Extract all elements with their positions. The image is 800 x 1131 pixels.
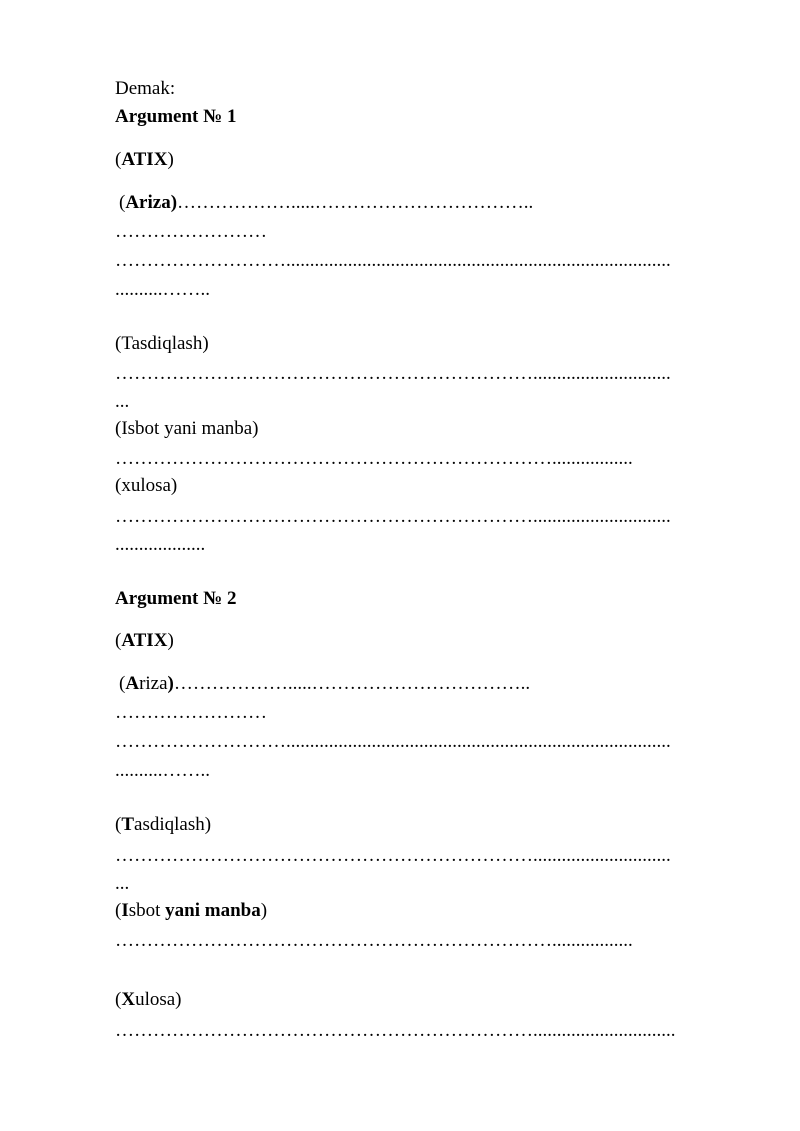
argument-2-ariza: (Ariza)……………….....…………………………….. bbox=[119, 673, 531, 694]
argument-2-tasdiqlash-line-2: ... bbox=[115, 873, 130, 894]
argument-2-ariza-line-2: …………………… bbox=[115, 702, 267, 723]
argument-1-tasdiqlash-line-1: …………………………………………………………............................. bbox=[115, 363, 671, 384]
argument-2-atix: (ATIX) bbox=[115, 630, 174, 651]
atix-label: ATIX bbox=[121, 149, 168, 170]
argument-2-isbot-line-1: ……………………………………………………………................. bbox=[115, 930, 633, 951]
ariza-label: Ariza) bbox=[125, 192, 178, 213]
argument-1-isbot: (Isbot yani manba) bbox=[115, 418, 259, 439]
isbot-yani-manba: yani manba bbox=[165, 900, 261, 921]
argument-2-xulosa-line-1: ………………………………………………………….............................. bbox=[115, 1020, 676, 1041]
atix-label: ATIX bbox=[121, 630, 168, 651]
isbot-initial: I bbox=[121, 900, 129, 921]
argument-1-title: Argument № 1 bbox=[115, 106, 237, 127]
argument-2-title: Argument № 2 bbox=[115, 588, 237, 609]
argument-2-ariza-line-4: ..........…….. bbox=[115, 760, 210, 781]
argument-1-isbot-line-1: ……………………………………………………………................. bbox=[115, 448, 633, 469]
xulosa-initial: X bbox=[121, 989, 136, 1010]
argument-1-ariza-line-2: …………………… bbox=[115, 221, 267, 242]
argument-1-xulosa-line-1: …………………………………………………………............................. bbox=[115, 506, 671, 527]
argument-1-ariza-line-3: ………………………................................................................................. bbox=[115, 250, 671, 271]
argument-1-xulosa: (xulosa) bbox=[115, 475, 178, 496]
intro-text: Demak: bbox=[115, 78, 176, 99]
argument-2-isbot: (Isbot yani manba) bbox=[115, 900, 268, 921]
argument-1-tasdiqlash: (Tasdiqlash) bbox=[115, 333, 209, 354]
argument-2-xulosa: (Xulosa) bbox=[115, 989, 182, 1010]
ariza-initial: A bbox=[125, 673, 140, 694]
argument-1-ariza-line-4: ..........…….. bbox=[115, 279, 210, 300]
ariza-dots: ……………….....…………………………….. bbox=[177, 192, 534, 213]
argument-2-ariza-line-3: ………………………................................................................................. bbox=[115, 731, 671, 752]
argument-1-tasdiqlash-line-2: ... bbox=[115, 391, 130, 412]
argument-1-xulosa-line-2: ................... bbox=[115, 534, 206, 555]
argument-1-atix: (ATIX) bbox=[115, 149, 174, 170]
tasdiqlash-initial: T bbox=[121, 814, 135, 835]
argument-2-tasdiqlash-line-1: …………………………………………………………............................. bbox=[115, 845, 671, 866]
ariza-dots: ……………….....…………………………….. bbox=[173, 673, 531, 694]
argument-2-tasdiqlash: (Tasdiqlash) bbox=[115, 814, 212, 835]
argument-1-ariza: (Ariza)……………….....…………………………….. bbox=[119, 192, 534, 213]
